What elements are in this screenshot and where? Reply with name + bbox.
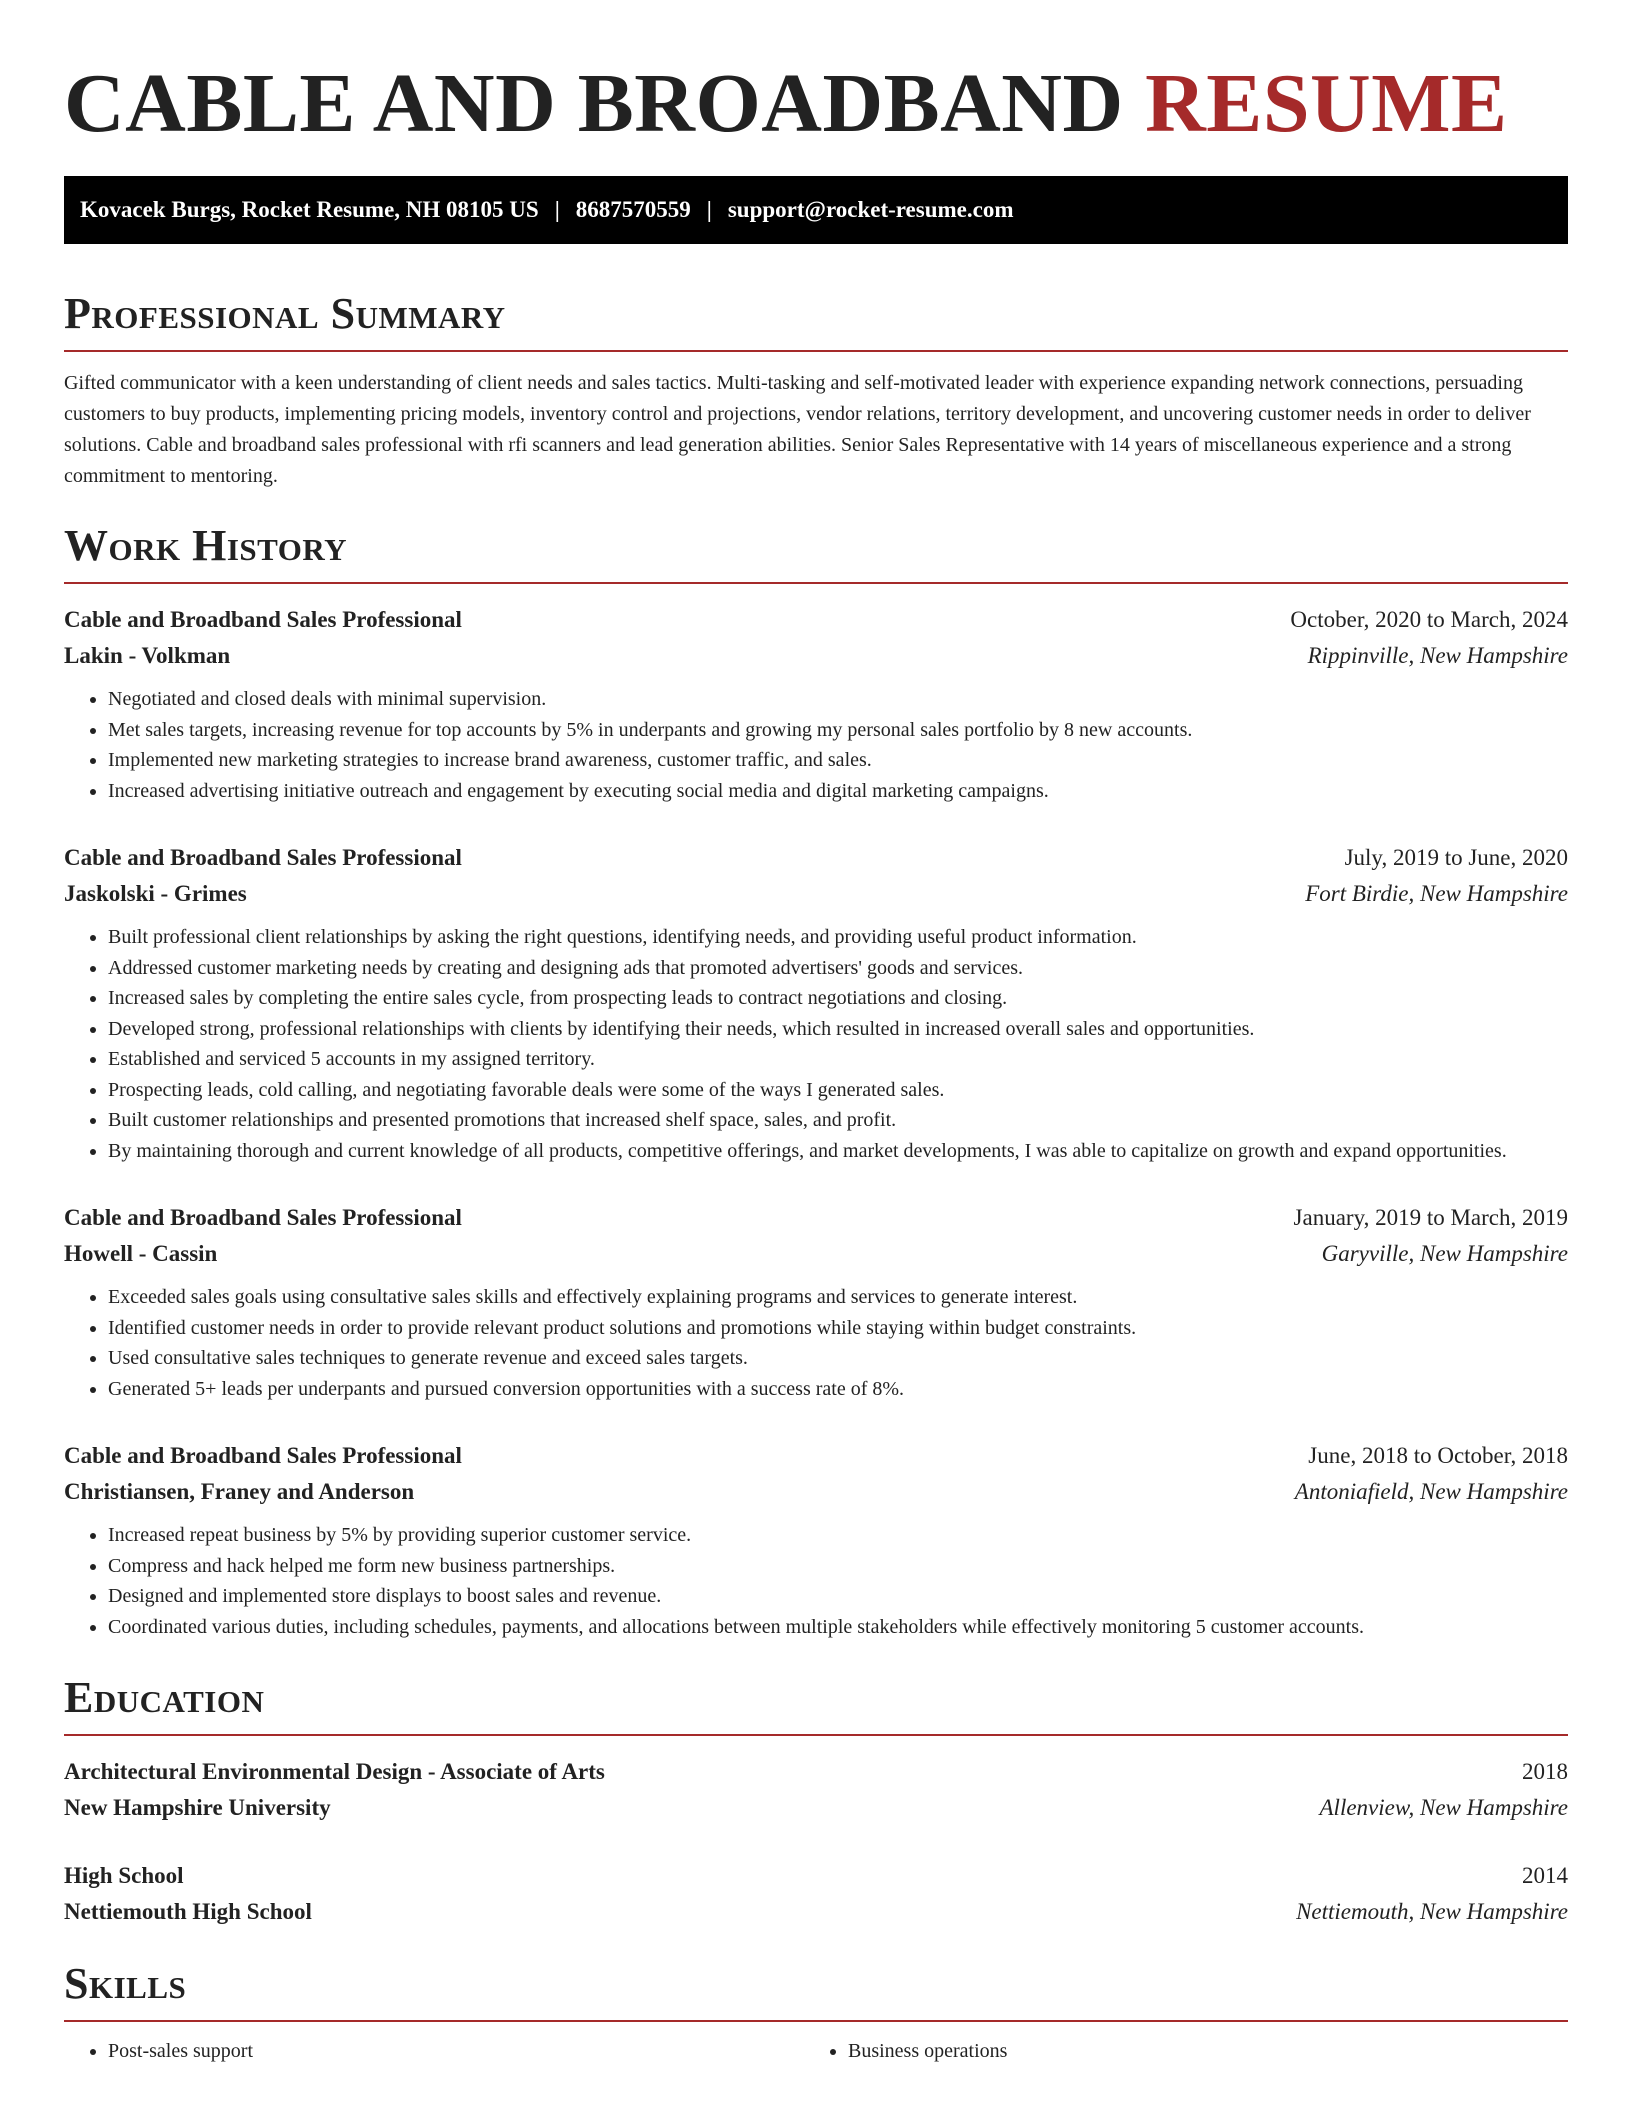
job-bullet: • Increased repeat business by 5% by providing superior customer service. [108,1520,1568,1551]
job-bullet: • By maintaining thorough and current knowledge of all products, competitive offerings, and market developments, I was able to capitalize on growth and expand opportunities. [108,1136,1568,1167]
section-divider [64,2020,1568,2022]
title-accent: RESUME [1145,57,1508,150]
contact-email: support@rocket-resume.com [727,197,1014,222]
section-divider [64,1734,1568,1736]
job-title: Cable and Broadband Sales Professional [64,607,462,632]
job-bullets [64,1520,1568,1642]
resume-title [64,0,1568,152]
job-bullet: • Increased sales by completing the entire sales cycle, from prospecting leads to contract negotiations and closing. [108,983,1568,1014]
job-title: Cable and Broadband Sales Professional [64,845,462,870]
contact-separator: | [706,197,712,222]
job-bullet: • Built customer relationships and presented promotions that increased shelf space, sales, and profit. [108,1105,1568,1136]
job-company: Howell - Cassin [64,1241,218,1266]
job-header-row [64,840,1568,876]
skills-left-column [64,2036,804,2066]
job-bullet: • Designed and implemented store displays to boost sales and revenue. [108,1581,1568,1612]
job-bullet: • Prospecting leads, cold calling, and negotiating favorable deals were some of the ways I generated sales. [108,1075,1568,1106]
section-heading-summary: Professional Summary [64,289,506,338]
job-dates: June, 2018 to October, 2018 [1308,1443,1568,1468]
job-bullets [64,684,1568,806]
education-degree: High School [64,1863,184,1888]
job-company: Lakin - Volkman [64,643,231,668]
job-company: Jaskolski - Grimes [64,881,247,906]
job-location: Garyville, New Hampshire [1321,1241,1568,1266]
job-company-row [64,1474,1568,1510]
education-school: Nettiemouth High School [64,1899,312,1924]
education-school: New Hampshire University [64,1795,331,1820]
job-company-row [64,1236,1568,1272]
contact-address: Kovacek Burgs, Rocket Resume, NH 08105 US [80,197,539,222]
contact-phone: 8687570559 [575,197,691,222]
contact-separator: | [554,197,560,222]
skills-right-column [804,2036,1544,2066]
section-heading-work-history: Work History [64,521,348,570]
education-degree-row [64,1858,1568,1894]
job-header-row [64,1200,1568,1236]
job-header-row [64,1438,1568,1474]
education-school-row [64,1790,1568,1826]
education-year: 2014 [1522,1863,1568,1888]
job-title: Cable and Broadband Sales Professional [64,1443,462,1468]
job-bullet: • Developed strong, professional relationships with clients by identifying their needs, which resulted in increased overall sales and opportunities. [108,1014,1568,1045]
job-bullet: • Negotiated and closed deals with minimal supervision. [108,684,1568,715]
job-company: Christiansen, Franey and Anderson [64,1479,415,1504]
job-bullet: • Met sales targets, increasing revenue for top accounts by 5% in underpants and growing my personal sales portfolio by 8 new accounts. [108,715,1568,746]
job-dates: October, 2020 to March, 2024 [1290,607,1568,632]
education-entry [64,1858,1568,1930]
job-bullet: • Compress and hack helped me form new business partnerships. [108,1551,1568,1582]
section-heading-education: Education [64,1673,265,1722]
education-degree-row [64,1754,1568,1790]
job-dates: July, 2019 to June, 2020 [1344,845,1568,870]
skill-item: • Business operations [848,2036,1544,2066]
contact-bar [64,176,1568,244]
job-bullet: • Exceeded sales goals using consultative sales skills and effectively explaining programs and services to generate interest. [108,1282,1568,1313]
job-location: Rippinville, New Hampshire [1307,643,1568,668]
job-company-row [64,876,1568,912]
job-bullets [64,922,1568,1166]
section-divider [64,350,1568,352]
job-header-row [64,602,1568,638]
education-degree: Architectural Environmental Design - Associate of Arts [64,1759,605,1784]
job-bullet: • Addressed customer marketing needs by creating and designing ads that promoted advertisers' goods and services. [108,953,1568,984]
job-bullet: • Increased advertising initiative outreach and engagement by executing social media and digital marketing campaigns. [108,776,1568,807]
education-year: 2018 [1522,1759,1568,1784]
summary-text: Gifted communicator with a keen understanding of client needs and sales tactics. Multi-tasking and self-motivated leader with experience expanding network connections, persuading customers to buy products, implementing pricing models, inventory control and projections, vendor relations, territory development, and uncovering customer needs in order to deliver solutions. Cable and broadband sales professional with rfi scanners and lead generation abilities. Senior Sales Representative with 14 years of miscellaneous experience and a strong commitment to mentoring. [64,372,1531,487]
title-main: CABLE AND BROADBAND [64,57,1146,150]
job-entry [64,1438,1568,1642]
job-bullets [64,1282,1568,1404]
job-bullet: • Coordinated various duties, including schedules, payments, and allocations between multiple stakeholders while effectively monitoring 5 customer accounts. [108,1612,1568,1643]
job-bullet: • Generated 5+ leads per underpants and pursued conversion opportunities with a success rate of 8%. [108,1374,1568,1405]
job-entry [64,840,1568,1166]
job-location: Fort Birdie, New Hampshire [1305,881,1568,906]
job-location: Antoniafield, New Hampshire [1294,1479,1568,1504]
education-location: Allenview, New Hampshire [1319,1795,1568,1820]
job-bullet: • Established and serviced 5 accounts in my assigned territory. [108,1044,1568,1075]
education-school-row [64,1894,1568,1930]
skills-columns [64,2036,1568,2066]
section-heading-skills: Skills [64,1959,187,2008]
job-bullet: • Implemented new marketing strategies to increase brand awareness, customer traffic, and sales. [108,745,1568,776]
job-dates: January, 2019 to March, 2019 [1293,1205,1568,1230]
job-entry [64,602,1568,806]
job-bullet: • Used consultative sales techniques to generate revenue and exceed sales targets. [108,1343,1568,1374]
job-title: Cable and Broadband Sales Professional [64,1205,462,1230]
job-company-row [64,638,1568,674]
job-entry [64,1200,1568,1404]
education-entry [64,1754,1568,1826]
skill-item: • Post-sales support [108,2036,804,2066]
job-bullet: • Built professional client relationships by asking the right questions, identifying needs, and providing useful product information. [108,922,1568,953]
education-location: Nettiemouth, New Hampshire [1296,1899,1568,1924]
job-bullet: • Identified customer needs in order to provide relevant product solutions and promotions while staying within budget constraints. [108,1313,1568,1344]
section-divider [64,582,1568,584]
